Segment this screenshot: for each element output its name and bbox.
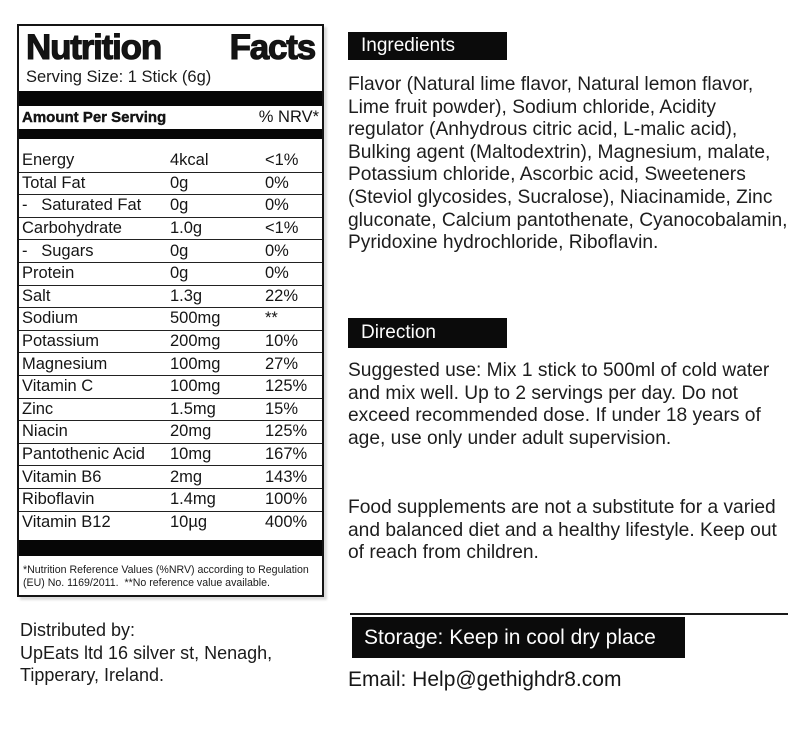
nrv-header: % NRV*	[258, 108, 319, 126]
nutrient-label: - Sugars	[22, 241, 94, 260]
distributor-line: Tipperary, Ireland.	[20, 665, 165, 685]
nutrient-nrv: 0%	[265, 241, 289, 260]
nutrient-amount: 200mg	[170, 332, 221, 351]
nutrient-label: Vitamin C	[22, 377, 94, 396]
table-row	[19, 398, 322, 421]
nrv-footnote	[19, 564, 322, 590]
nutrient-nrv: 0%	[265, 196, 289, 215]
nutrient-nrv: 10%	[265, 332, 299, 351]
direction-heading-label: Direction	[361, 322, 436, 343]
nutrient-amount: 100mg	[170, 354, 221, 373]
nutrient-amount: 0g	[170, 264, 189, 283]
nutrient-label: Zinc	[22, 399, 54, 418]
direction-suggested-use-text: Suggested use: Mix 1 stick to 500ml of cold water and mix well. Up to 2 servings per day. Do not exceed recommended dose. If under 18 years of age, use only under adult supervision.	[348, 360, 770, 449]
ingredients-heading	[348, 32, 507, 60]
serving-size: Serving Size: 1 Stick (6g)	[26, 68, 212, 86]
nutrient-amount: 1.0g	[170, 219, 203, 238]
table-row	[19, 194, 322, 217]
ingredients-heading-label: Ingredients	[361, 35, 456, 56]
horizontal-rule	[350, 613, 788, 615]
footnote-line-1: *Nutrition Reference Values (%NRV) according to Regulation	[23, 564, 309, 577]
table-row	[19, 352, 322, 375]
nutrient-label: - Saturated Fat	[22, 196, 142, 215]
title-word-facts: Facts	[229, 28, 315, 67]
nutrient-nrv: **	[265, 309, 278, 328]
divider-bar-top	[19, 91, 322, 106]
nutrient-nrv: 0%	[265, 264, 289, 283]
nutrient-nrv: 400%	[265, 512, 308, 531]
nutrient-nrv: <1%	[265, 150, 299, 169]
contact-email: Email: Help@gethighdr8.com	[348, 668, 622, 691]
nutrient-label: Potassium	[22, 332, 100, 351]
amount-per-serving-header: Amount Per Serving	[22, 109, 167, 126]
distributor-info	[20, 619, 272, 687]
distributor-line: UpEats ltd 16 silver st, Nenagh,	[20, 642, 273, 663]
table-row	[19, 149, 322, 172]
nutrient-amount: 10µg	[170, 512, 208, 531]
ingredients-text: Flavor (Natural lime flavor, Natural lemon flavor, Lime fruit powder), Sodium chloride, Acidity regulator (Anhydrous citric acid, L-malic acid), Bulking agent (Maltodextrin), Magnesium, malate, Potassium chloride, Ascorbic acid, Sweeteners (Steviol glycosides, Sucralose), Niacinamide, Zinc gluconate, Calcium pantothenate, Cyanocobalamin, Pyridoxine hydrochloride, Riboflavin.	[348, 74, 788, 254]
storage-heading	[352, 617, 685, 658]
nutrient-amount: 0g	[170, 241, 189, 260]
nutrient-nrv: 125%	[265, 377, 308, 396]
table-header-row	[19, 106, 322, 129]
nutrient-nrv: <1%	[265, 219, 299, 238]
nutrient-amount: 2mg	[170, 467, 203, 486]
table-row	[19, 262, 322, 285]
table-row	[19, 443, 322, 466]
title-word-nutrition: Nutrition	[26, 28, 161, 67]
nutrient-nrv: 22%	[265, 286, 299, 305]
nutrient-label: Pantothenic Acid	[22, 445, 145, 464]
nutrient-label: Salt	[22, 286, 51, 305]
nutrition-facts-title	[19, 26, 322, 67]
nutrient-nrv: 0%	[265, 173, 289, 192]
nutrition-facts-panel	[17, 24, 324, 597]
nutrient-amount: 1.5mg	[170, 399, 216, 418]
nutrient-label: Riboflavin	[22, 490, 95, 509]
nutrient-label: Protein	[22, 264, 75, 283]
table-row	[19, 420, 322, 443]
table-row	[19, 465, 322, 488]
nutrient-amount: 0g	[170, 173, 189, 192]
nutrient-label: Energy	[22, 150, 75, 169]
nutrient-table	[19, 149, 322, 533]
nutrient-nrv: 100%	[265, 490, 308, 509]
table-row	[19, 307, 322, 330]
nutrient-nrv: 15%	[265, 399, 299, 418]
nutrient-amount: 500mg	[170, 309, 221, 328]
nutrient-amount: 1.4mg	[170, 490, 216, 509]
nutrient-amount: 4kcal	[170, 150, 209, 169]
nutrient-label: Sodium	[22, 309, 78, 328]
nutrient-label: Total Fat	[22, 173, 86, 192]
table-row	[19, 285, 322, 308]
direction-heading	[348, 318, 507, 348]
nutrient-nrv: 167%	[265, 445, 308, 464]
storage-heading-label: Storage: Keep in cool dry place	[364, 625, 656, 649]
nutrient-amount: 20mg	[170, 422, 212, 441]
table-row	[19, 217, 322, 240]
distributor-line: Distributed by:	[20, 620, 136, 640]
direction-warning-text: Food supplements are not a substitute for a varied and balanced diet and a healthy lifestyle. Keep out of reach from children.	[348, 497, 777, 564]
table-row	[19, 172, 322, 195]
nutrient-label: Carbohydrate	[22, 219, 122, 238]
divider-bar-bottom	[19, 540, 322, 556]
nutrient-amount: 100mg	[170, 377, 221, 396]
nutrient-amount: 0g	[170, 196, 189, 215]
nutrient-label: Niacin	[22, 422, 68, 441]
nutrient-nrv: 125%	[265, 422, 308, 441]
table-row	[19, 375, 322, 398]
table-row	[19, 239, 322, 262]
table-row	[19, 330, 322, 353]
table-row	[19, 511, 322, 534]
table-row	[19, 488, 322, 511]
nutrient-label: Vitamin B12	[22, 512, 111, 531]
nutrient-amount: 1.3g	[170, 286, 203, 305]
divider-bar-mid	[19, 129, 322, 139]
nutrient-label: Magnesium	[22, 354, 108, 373]
nutrient-nrv: 143%	[265, 467, 308, 486]
nutrient-nrv: 27%	[265, 354, 299, 373]
footnote-line-2: (EU) No. 1169/2011. **No reference value available.	[23, 576, 270, 589]
nutrient-label: Vitamin B6	[22, 467, 102, 486]
nutrient-amount: 10mg	[170, 445, 212, 464]
